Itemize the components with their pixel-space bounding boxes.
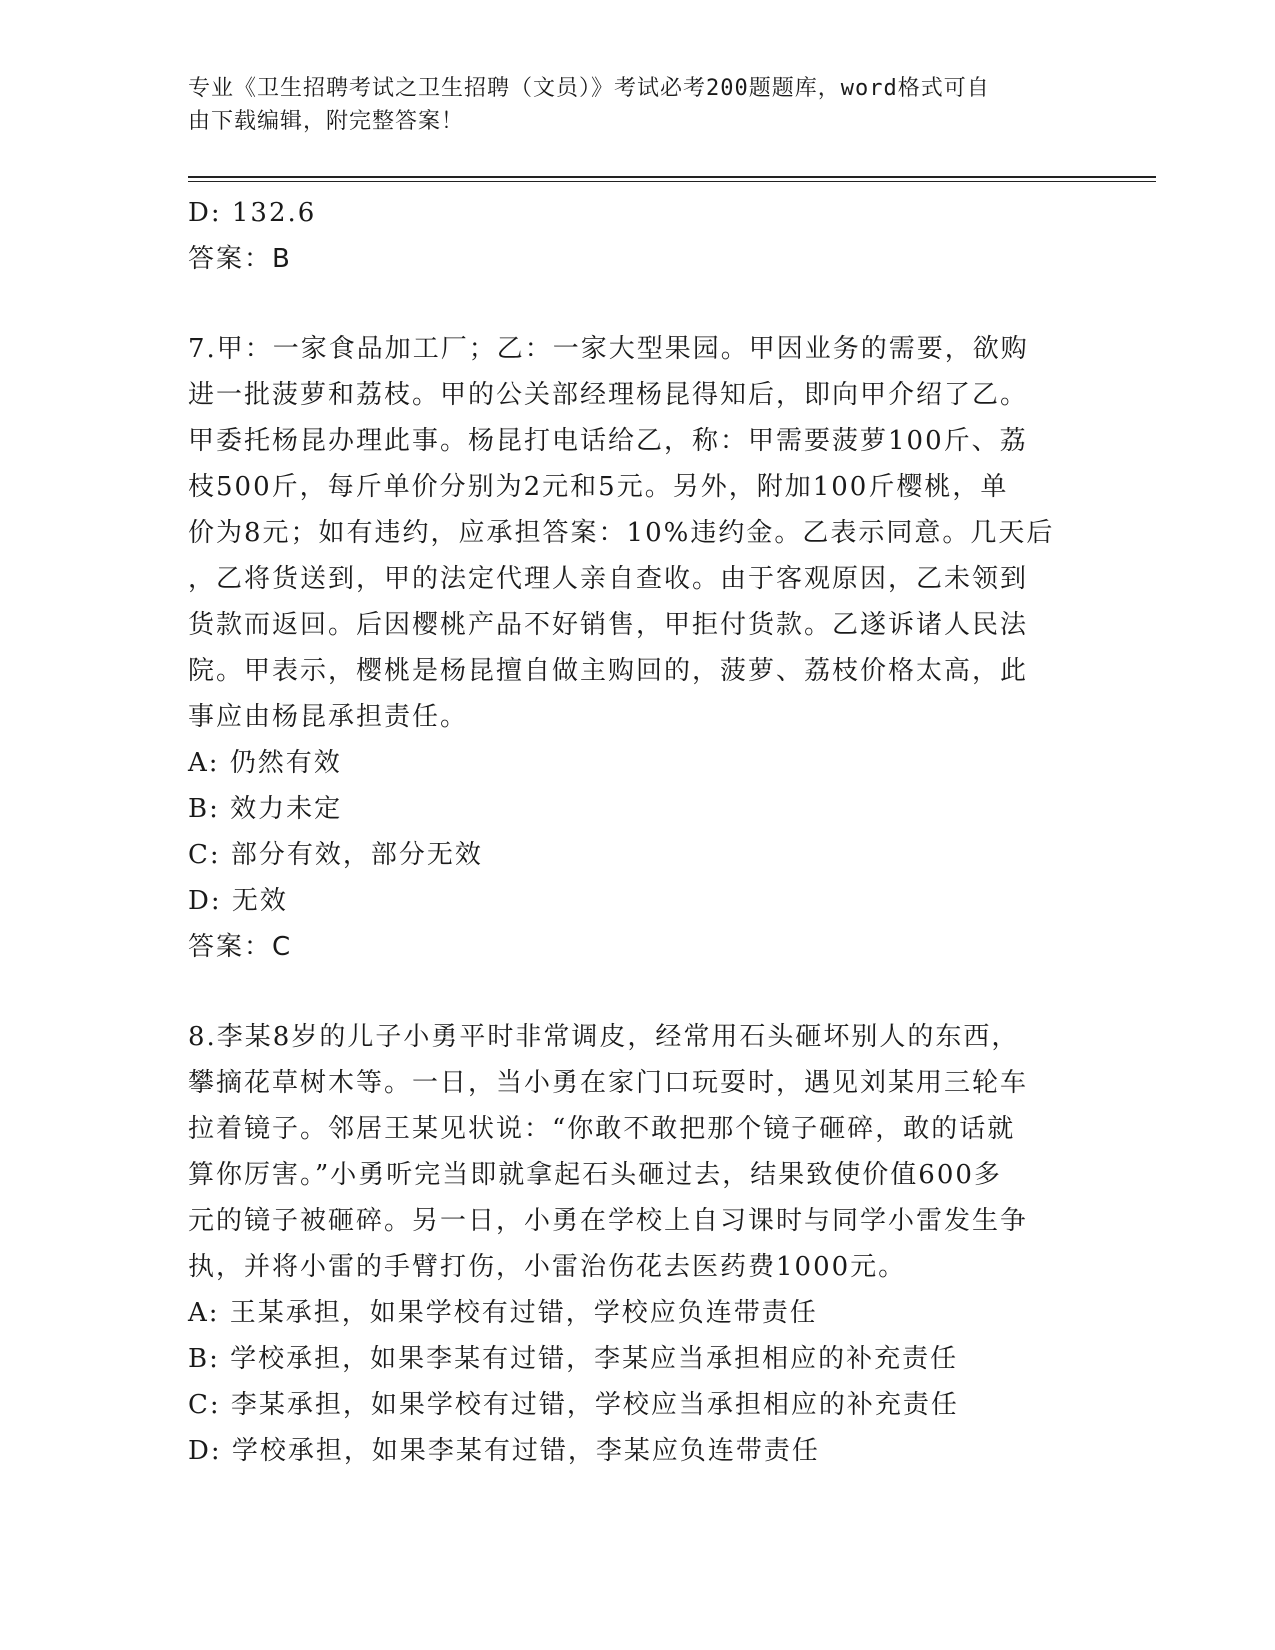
prev-option-d: D: 132.6 xyxy=(188,198,317,228)
header-rule-thick xyxy=(188,176,1156,178)
spacer xyxy=(188,282,1068,326)
q7-answer: 答案：C xyxy=(188,932,293,962)
question-7 xyxy=(188,326,1068,970)
question-8 xyxy=(188,1014,1068,1474)
q8-stem-line: 攀摘花草树木等。一日，当小勇在家门口玩耍时，遇见刘某用三轮车 xyxy=(188,1068,1029,1098)
q8-option-b: B: 学校承担，如果李某有过错，李某应当承担相应的补充责任 xyxy=(188,1344,959,1374)
q7-stem-line: 进一批菠萝和荔枝。甲的公关部经理杨昆得知后，即向甲介绍了乙。 xyxy=(188,380,1029,410)
q7-stem-line: 7.甲：一家食品加工厂；乙：一家大型果园。甲因业务的需要，欲购 xyxy=(188,334,1029,364)
header-title-line-1: 专业《卫生招聘考试之卫生招聘（文员）》考试必考200题题库，word格式可自 xyxy=(188,76,990,101)
prev-answer: 答案：B xyxy=(188,244,292,274)
spacer xyxy=(188,970,1068,1014)
q7-option-a: A: 仍然有效 xyxy=(188,748,342,778)
q7-stem-line: 甲委托杨昆办理此事。杨昆打电话给乙，称：甲需要菠萝100斤、荔 xyxy=(188,426,1028,456)
q7-stem-line: 价为8元；如有违约，应承担答案：10%违约金。乙表示同意。几天后 xyxy=(188,518,1055,548)
q7-option-c: C: 部分有效，部分无效 xyxy=(188,840,483,870)
q8-stem-line: 8.李某8岁的儿子小勇平时非常调皮，经常用石头砸坏别人的东西， xyxy=(188,1022,1020,1052)
q7-stem-line: ，乙将货送到，甲的法定代理人亲自查收。由于客观原因，乙未领到 xyxy=(188,564,1029,594)
q8-option-c: C: 李某承担，如果学校有过错，学校应当承担相应的补充责任 xyxy=(188,1390,959,1420)
q8-option-d: D: 学校承担，如果李某有过错，李某应负连带责任 xyxy=(188,1436,820,1466)
q8-stem-line: 算你厉害。”小勇听完当即就拿起石头砸过去，结果致使价值600多 xyxy=(188,1160,1002,1190)
q8-stem-line: 元的镜子被砸碎。另一日，小勇在学校上自习课时与同学小雷发生争 xyxy=(188,1206,1029,1236)
header-rule-thin xyxy=(188,181,1156,182)
q7-stem-line: 枝500斤，每斤单价分别为2元和5元。另外，附加100斤樱桃，单 xyxy=(188,472,1009,502)
q7-stem-line: 院。甲表示，樱桃是杨昆擅自做主购回的，菠萝、荔枝价格太高，此 xyxy=(188,656,1029,686)
q7-stem-line: 事应由杨昆承担责任。 xyxy=(188,702,469,732)
q7-stem-line: 货款而返回。后因樱桃产品不好销售，甲拒付货款。乙遂诉诸人民法 xyxy=(188,610,1029,640)
q8-option-a: A: 王某承担，如果学校有过错，学校应负连带责任 xyxy=(188,1298,818,1328)
header-title-line-2: 由下载编辑，附完整答案！ xyxy=(188,109,465,134)
q7-option-b: B: 效力未定 xyxy=(188,794,343,824)
page-header xyxy=(188,72,1068,138)
q7-option-d: D: 无效 xyxy=(188,886,288,916)
q8-stem-line: 执，并将小雷的手臂打伤，小雷治伤花去医药费1000元。 xyxy=(188,1252,907,1282)
document-body xyxy=(188,190,1068,1474)
q8-stem-line: 拉着镜子。邻居王某见状说：“你敢不敢把那个镜子砸碎，敢的话就 xyxy=(188,1114,1016,1144)
